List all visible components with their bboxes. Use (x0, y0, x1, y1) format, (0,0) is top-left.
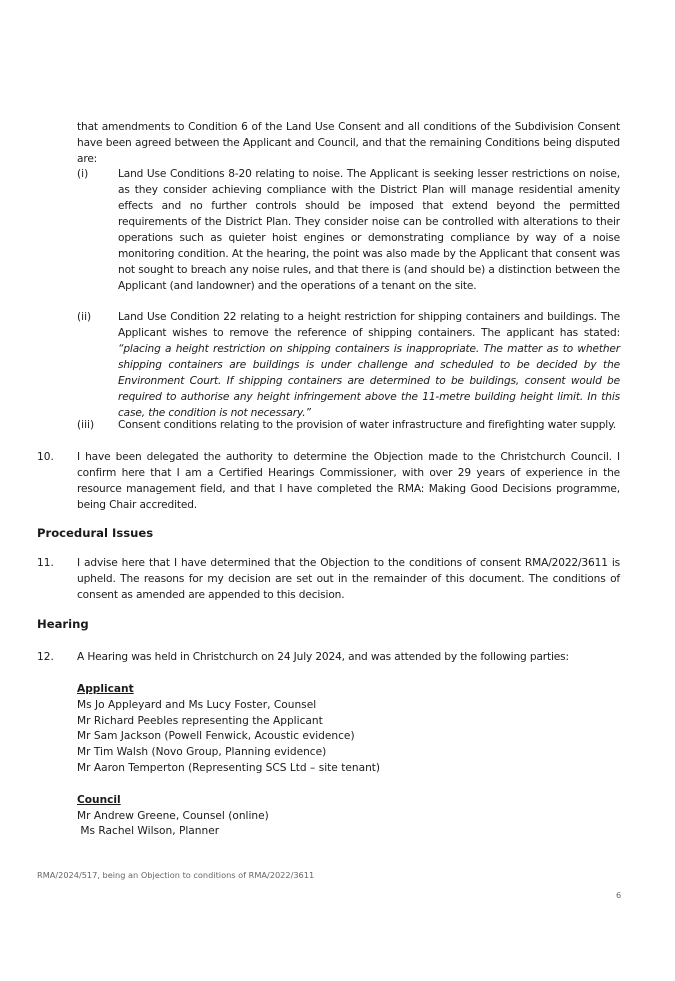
paragraph-text: I have been delegated the authority to determine the Objection made to the Christchurch Council. I confirm here that I am a Certified Hearings Commissioner, with over 29 years of experience in the resource management field, and that I have completed the RMA: Making Good Decisions programme, being Chair accredited. (77, 451, 620, 511)
item-label: (i) (77, 168, 89, 180)
section-heading: Hearing (37, 617, 89, 631)
footer-reference: RMA/2024/517, being an Objection to conditions of RMA/2022/3611 (37, 870, 315, 880)
paragraph-number: 10. (37, 451, 54, 463)
item-text: Land Use Conditions 8-20 relating to noise. The Applicant is seeking lesser restrictions on noise, as they consider achieving compliance with the District Plan will manage residential amenity effects and no further controls should be imposed that extend beyond the permitted requirements of the District Plan. They consider noise can be controlled with alterations to their operations such as quieter hoist engines or demonstrating compliance by way of a noise monitoring condition. At the hearing, the point was also made by the Applicant that consent was not sought to breach any noise rules, and that there is (and should be) a distinction between the Applicant (and landowner) and the operations of a tenant on the site. (118, 168, 620, 292)
page-number: 6 (616, 890, 622, 900)
attendee: Mr Sam Jackson (Powell Fenwick, Acoustic evidence) (77, 730, 355, 742)
applicant-heading: Applicant (77, 683, 134, 695)
attendee: Mr Richard Peebles representing the Applicant (77, 715, 323, 727)
item-label: (iii) (77, 419, 95, 431)
item-text (118, 309, 620, 421)
attendee: Ms Rachel Wilson, Planner (77, 825, 220, 837)
council-heading: Council (77, 794, 121, 806)
item-quote: “placing a height restriction on shipping containers is inappropriate. The matter as to whether shipping containers are buildings is under challenge and scheduled to be decided by the Environment Court. If shipping containers are determined to be buildings, consent would be required to authorise any height infringement above the 11-metre building height limit. In this case, the condition is not necessary.” (118, 343, 620, 419)
item-text: Consent conditions relating to the provision of water infrastructure and firefighting water supply. (118, 419, 616, 431)
intro-paragraph: that amendments to Condition 6 of the Land Use Consent and all conditions of the Subdivision Consent have been agreed between the Applicant and Council, and that the remaining Conditions being disputed are: (77, 121, 620, 165)
section-heading: Procedural Issues (37, 526, 154, 540)
attendee: Mr Aaron Temperton (Representing SCS Ltd – site tenant) (77, 762, 381, 774)
paragraph-number: 11. (37, 557, 54, 569)
attendee: Mr Tim Walsh (Novo Group, Planning evidence) (77, 746, 327, 758)
paragraph-text: A Hearing was held in Christchurch on 24 July 2024, and was attended by the following parties: (77, 651, 569, 663)
attendee: Mr Andrew Greene, Counsel (online) (77, 810, 269, 822)
paragraph-number: 12. (37, 651, 54, 663)
item-label: (ii) (77, 311, 92, 323)
item-text-plain: Land Use Condition 22 relating to a height restriction for shipping containers and buildings. The Applicant wishes to remove the reference of shipping containers. The applicant has stated: (118, 311, 620, 339)
paragraph-text: I advise here that I have determined that the Objection to the conditions of consent RMA/2022/3611 is upheld. The reasons for my decision are set out in the remainder of this document. The conditions of consent as amended are appended to this decision. (77, 557, 620, 601)
attendee: Ms Jo Appleyard and Ms Lucy Foster, Counsel (77, 699, 317, 711)
